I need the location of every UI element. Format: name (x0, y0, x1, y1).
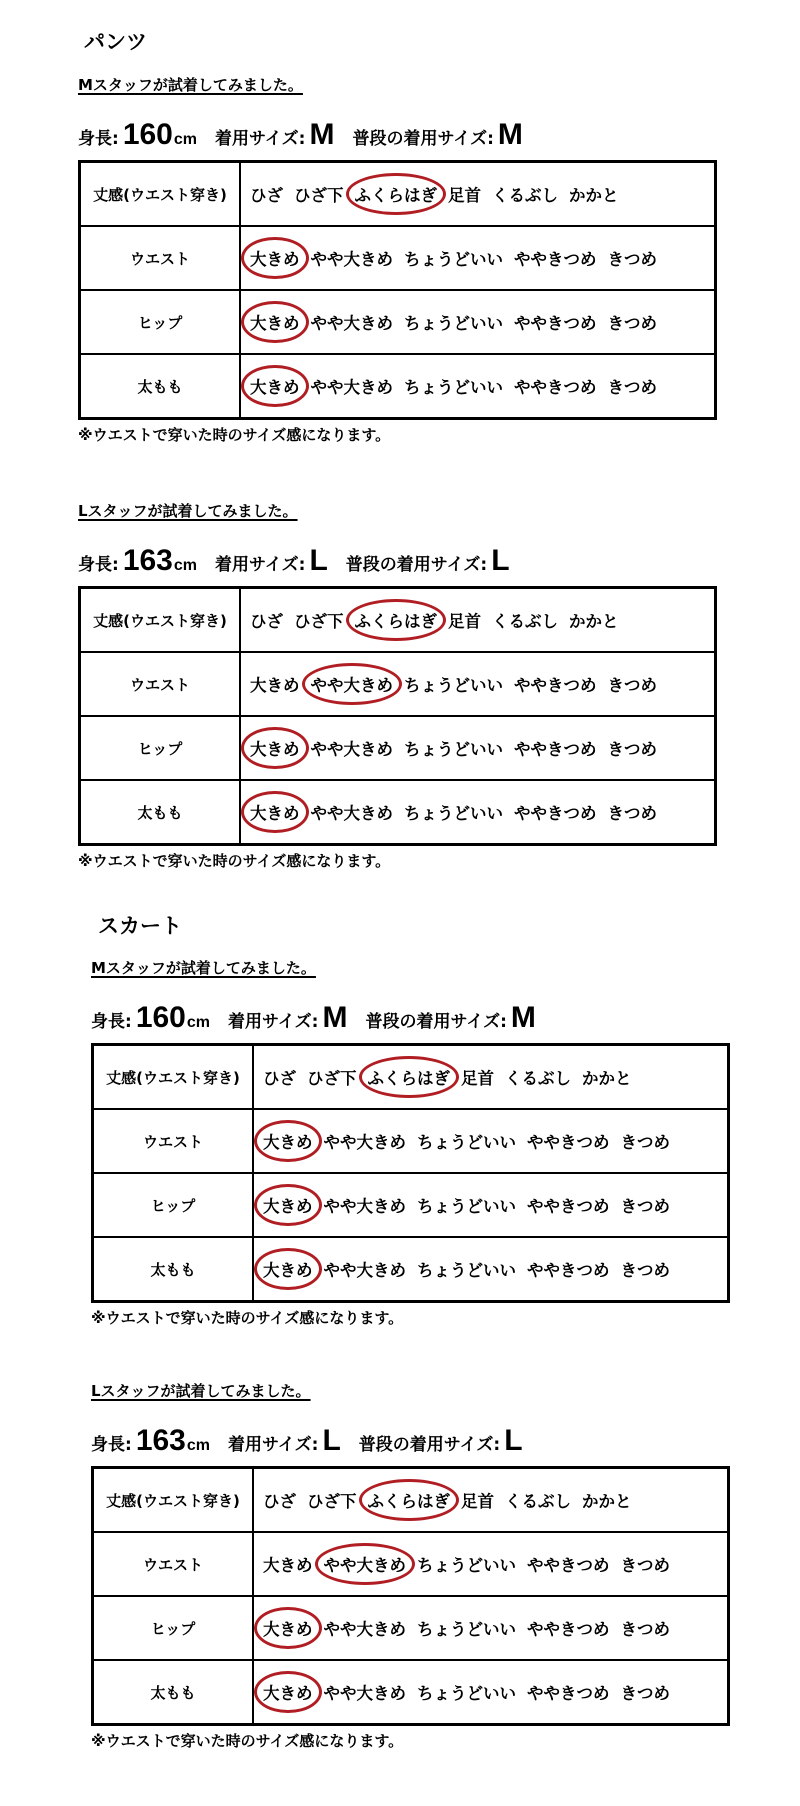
length-header: 丈感(ウエスト穿き) (80, 588, 241, 653)
fit-table (78, 586, 717, 846)
fit-option: ややきつめ (514, 740, 597, 759)
wear-size-value: L (322, 1424, 341, 1457)
usual-size-value: L (491, 544, 510, 577)
fit-option: ややきつめ (514, 314, 597, 333)
fit-row-label: ヒップ (80, 290, 241, 354)
colon: : (298, 129, 306, 149)
fit-row-label: 太もも (80, 780, 241, 845)
fit-row (80, 226, 716, 290)
length-option: ひざ下 (307, 1492, 357, 1511)
fit-option: やや大きめ (310, 804, 393, 823)
fit-option: ちょうどいい (404, 378, 503, 397)
height-label: 身長 (91, 1435, 125, 1455)
staff-trial-heading: Mスタッフが試着してみました。 (91, 959, 316, 977)
size-info-line (78, 118, 718, 152)
length-options (240, 588, 716, 653)
fit-option: ちょうどいい (404, 314, 503, 333)
fit-option-selected: 大きめ (247, 736, 303, 760)
fit-option: ちょうどいい (404, 740, 503, 759)
fit-option: きつめ (607, 378, 657, 397)
fit-option: ややきつめ (527, 1684, 610, 1703)
staff-trial-heading: Lスタッフが試着してみました。 (78, 502, 298, 520)
pants-l-staff-block (78, 500, 718, 872)
fit-options (253, 1173, 729, 1237)
skirt-l-staff-block (91, 1380, 731, 1752)
colon: : (493, 1435, 501, 1455)
colon: : (112, 129, 119, 149)
fit-options (240, 290, 716, 354)
fit-row-label: 太もも (93, 1237, 254, 1302)
height-label: 身長 (78, 555, 112, 575)
fit-options (253, 1596, 729, 1660)
fit-row (80, 780, 716, 845)
fit-option: ちょうどいい (417, 1556, 516, 1575)
length-option: かかと (569, 612, 619, 631)
fit-option: ややきつめ (527, 1133, 610, 1152)
length-header: 丈感(ウエスト穿き) (93, 1468, 254, 1533)
fit-row-label: ウエスト (80, 652, 241, 716)
fit-option: ややきつめ (527, 1620, 610, 1639)
colon: : (311, 1435, 319, 1455)
fit-option: ちょうどいい (417, 1620, 516, 1639)
colon: : (480, 555, 488, 575)
fit-table (91, 1043, 730, 1303)
length-option: くるぶし (505, 1069, 571, 1088)
fit-row (93, 1532, 729, 1596)
length-option: ひざ (250, 186, 283, 205)
colon: : (112, 555, 119, 575)
length-option: ひざ下 (307, 1069, 357, 1088)
fit-option: きつめ (607, 740, 657, 759)
length-option: ひざ下 (294, 186, 344, 205)
height-value: 163 (135, 1424, 186, 1457)
fit-options (240, 652, 716, 716)
fit-row (93, 1596, 729, 1660)
fit-row (80, 354, 716, 419)
fit-option: やや大きめ (310, 378, 393, 397)
colon: : (125, 1012, 132, 1032)
fit-option: ちょうどいい (417, 1133, 516, 1152)
height-value: 163 (122, 544, 173, 577)
size-info-line (91, 1001, 731, 1035)
fit-option-selected: 大きめ (247, 310, 303, 334)
size-note: ※ウエストで穿いた時のサイズ感になります。 (78, 852, 391, 870)
fit-option: きつめ (607, 250, 657, 269)
fit-option: きつめ (620, 1620, 670, 1639)
pants-m-staff-block (78, 74, 718, 446)
fit-option: ちょうどいい (417, 1197, 516, 1216)
usual-size-label: 普段の着用サイズ (365, 1012, 501, 1032)
length-option: くるぶし (492, 612, 558, 631)
fit-option: ややきつめ (514, 378, 597, 397)
fit-option: きつめ (607, 804, 657, 823)
fit-option: きつめ (607, 676, 657, 695)
fit-option: やや大きめ (310, 250, 393, 269)
length-options (253, 1045, 729, 1110)
fit-option: ややきつめ (514, 804, 597, 823)
usual-size-label: 普段の着用サイズ (352, 129, 488, 149)
fit-option: きつめ (607, 314, 657, 333)
colon: : (311, 1012, 319, 1032)
fit-option: ややきつめ (527, 1197, 610, 1216)
length-options (240, 162, 716, 227)
fit-option: ちょうどいい (404, 250, 503, 269)
fit-row-label: ウエスト (93, 1532, 254, 1596)
fit-options (253, 1660, 729, 1725)
fit-table (91, 1466, 730, 1726)
size-note: ※ウエストで穿いた時のサイズ感になります。 (78, 426, 391, 444)
fit-option: やや大きめ (323, 1133, 406, 1152)
fit-option: やや大きめ (323, 1261, 406, 1280)
height-label: 身長 (78, 129, 112, 149)
size-note: ※ウエストで穿いた時のサイズ感になります。 (91, 1309, 404, 1327)
staff-trial-heading: Lスタッフが試着してみました。 (91, 1382, 311, 1400)
pants-section-title: パンツ (84, 30, 147, 54)
fit-row (93, 1237, 729, 1302)
colon: : (125, 1435, 132, 1455)
fit-option-selected: 大きめ (247, 246, 303, 270)
length-option-selected: ふくらはぎ (365, 1488, 454, 1512)
fit-row-label: 太もも (80, 354, 241, 419)
fit-options (240, 354, 716, 419)
fit-table (78, 160, 717, 420)
fit-option: ちょうどいい (417, 1684, 516, 1703)
fit-row-label: ウエスト (80, 226, 241, 290)
length-option: くるぶし (505, 1492, 571, 1511)
fit-option-selected: 大きめ (260, 1680, 316, 1704)
fit-row (80, 652, 716, 716)
fit-option: きつめ (620, 1684, 670, 1703)
fit-option: きつめ (620, 1133, 670, 1152)
fit-row-label: ヒップ (93, 1596, 254, 1660)
length-option: かかと (582, 1069, 632, 1088)
wear-size-value: M (322, 1001, 348, 1034)
fit-row (93, 1173, 729, 1237)
fit-option: ややきつめ (514, 250, 597, 269)
length-option: 足首 (461, 1069, 494, 1088)
fit-option: ややきつめ (527, 1556, 610, 1575)
length-option: 足首 (461, 1492, 494, 1511)
height-unit: cm (186, 1437, 210, 1454)
size-info-line (78, 544, 718, 578)
fit-option: きつめ (620, 1197, 670, 1216)
fit-option: やや大きめ (323, 1684, 406, 1703)
fit-option: ややきつめ (527, 1261, 610, 1280)
staff-trial-heading: Mスタッフが試着してみました。 (78, 76, 303, 94)
height-unit: cm (173, 131, 197, 148)
length-option: ひざ下 (294, 612, 344, 631)
fit-option-selected: 大きめ (260, 1193, 316, 1217)
fit-options (253, 1532, 729, 1596)
length-option: くるぶし (492, 186, 558, 205)
wear-size-label: 着用サイズ (215, 129, 299, 149)
fit-option-selected: 大きめ (247, 374, 303, 398)
colon: : (500, 1012, 507, 1032)
colon: : (487, 129, 494, 149)
length-options (253, 1468, 729, 1533)
height-unit: cm (186, 1014, 210, 1031)
fit-option: ちょうどいい (417, 1261, 516, 1280)
length-option: かかと (569, 186, 619, 205)
fit-row-label: 太もも (93, 1660, 254, 1725)
fit-option-selected: やや大きめ (321, 1552, 410, 1576)
usual-size-label: 普段の着用サイズ (345, 555, 481, 575)
fit-option: 大きめ (250, 676, 300, 695)
fit-option-selected: 大きめ (260, 1257, 316, 1281)
fit-row (80, 716, 716, 780)
length-option: 足首 (448, 612, 481, 631)
length-option-selected: ふくらはぎ (365, 1065, 454, 1089)
fit-option-selected: 大きめ (260, 1616, 316, 1640)
fit-option: きつめ (620, 1556, 670, 1575)
fit-option-selected: 大きめ (247, 800, 303, 824)
length-header: 丈感(ウエスト穿き) (93, 1045, 254, 1110)
fit-options (240, 780, 716, 845)
fit-row-label: ヒップ (80, 716, 241, 780)
height-label: 身長 (91, 1012, 125, 1032)
length-option-selected: ふくらはぎ (352, 608, 441, 632)
length-option: ひざ (263, 1069, 296, 1088)
height-value: 160 (135, 1001, 186, 1034)
length-row (93, 1468, 729, 1533)
fit-option: やや大きめ (323, 1197, 406, 1216)
fit-options (253, 1237, 729, 1302)
length-row (93, 1045, 729, 1110)
wear-size-label: 着用サイズ (228, 1012, 312, 1032)
length-row (80, 162, 716, 227)
skirt-m-staff-block (91, 957, 731, 1329)
length-header: 丈感(ウエスト穿き) (80, 162, 241, 227)
usual-size-label: 普段の着用サイズ (358, 1435, 494, 1455)
fit-options (253, 1109, 729, 1173)
wear-size-value: M (309, 118, 335, 151)
wear-size-value: L (309, 544, 328, 577)
usual-size-value: L (504, 1424, 523, 1457)
size-note: ※ウエストで穿いた時のサイズ感になります。 (91, 1732, 404, 1750)
length-row (80, 588, 716, 653)
fit-option-selected: 大きめ (260, 1129, 316, 1153)
skirt-section-title: スカート (98, 914, 182, 938)
length-option: かかと (582, 1492, 632, 1511)
fit-option: 大きめ (263, 1556, 313, 1575)
fit-row (93, 1109, 729, 1173)
fit-option: きつめ (620, 1261, 670, 1280)
fit-options (240, 716, 716, 780)
fit-row-label: ウエスト (93, 1109, 254, 1173)
fit-option: ちょうどいい (404, 804, 503, 823)
fit-option: ちょうどいい (404, 676, 503, 695)
fit-row (80, 290, 716, 354)
fit-options (240, 226, 716, 290)
wear-size-label: 着用サイズ (228, 1435, 312, 1455)
fit-option: やや大きめ (310, 314, 393, 333)
fit-row (93, 1660, 729, 1725)
colon: : (298, 555, 306, 575)
length-option: 足首 (448, 186, 481, 205)
size-info-line (91, 1424, 731, 1458)
length-option-selected: ふくらはぎ (352, 182, 441, 206)
usual-size-value: M (510, 1001, 536, 1034)
usual-size-value: M (497, 118, 523, 151)
length-option: ひざ (263, 1492, 296, 1511)
fit-option: やや大きめ (310, 740, 393, 759)
fit-option: ややきつめ (514, 676, 597, 695)
height-value: 160 (122, 118, 173, 151)
height-unit: cm (173, 557, 197, 574)
fit-row-label: ヒップ (93, 1173, 254, 1237)
fit-option-selected: やや大きめ (308, 672, 397, 696)
wear-size-label: 着用サイズ (215, 555, 299, 575)
length-option: ひざ (250, 612, 283, 631)
fit-option: やや大きめ (323, 1620, 406, 1639)
